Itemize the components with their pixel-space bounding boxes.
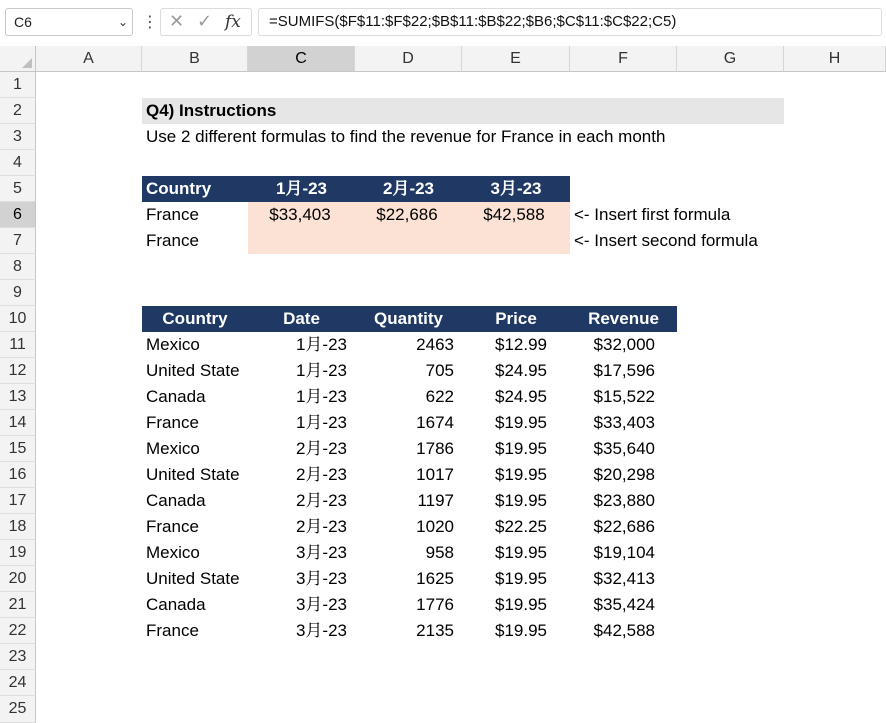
table-cell-country[interactable]: Canada (146, 387, 206, 406)
row-header[interactable]: 6 (0, 202, 36, 228)
table-cell-date[interactable]: 3月-23 (295, 621, 347, 640)
row-header[interactable]: 17 (0, 488, 36, 514)
row-header[interactable]: 2 (0, 98, 36, 124)
formula-bar (0, 0, 886, 46)
row-header[interactable]: 3 (0, 124, 36, 150)
table-cell-date[interactable]: 1月-23 (295, 361, 347, 380)
table-cell-revenue[interactable]: $32,413 (593, 569, 655, 588)
table-cell-revenue[interactable]: $42,588 (593, 621, 655, 640)
table-cell-quantity[interactable]: 1674 (416, 413, 454, 432)
table-cell-price[interactable]: $19.95 (495, 569, 547, 588)
table-cell-country[interactable]: Mexico (146, 335, 200, 354)
table-cell-price[interactable]: $19.95 (495, 413, 547, 432)
row-header[interactable]: 16 (0, 462, 36, 488)
table-header-revenue[interactable]: Revenue (588, 309, 659, 328)
column-header-h[interactable]: H (784, 46, 886, 72)
note-second-formula[interactable]: <- Insert second formula (574, 231, 758, 250)
table-cell-revenue[interactable]: $15,522 (593, 387, 655, 406)
row-header[interactable]: 1 (0, 72, 36, 98)
instructions-title[interactable]: Q4) Instructions (146, 101, 277, 120)
chevron-down-icon[interactable]: ⌄ (117, 15, 128, 29)
table-cell-price[interactable]: $12.99 (495, 335, 547, 354)
table-cell-quantity[interactable]: 705 (425, 361, 454, 380)
table-cell-revenue[interactable]: $32,000 (593, 335, 655, 354)
table-cell-revenue[interactable]: $35,424 (593, 595, 655, 614)
table-cell-date[interactable]: 1月-23 (295, 335, 347, 354)
summary-country[interactable]: France (146, 231, 199, 250)
row-header[interactable]: 9 (0, 280, 36, 306)
table-cell-revenue[interactable]: $33,403 (593, 413, 655, 432)
row-header[interactable]: 8 (0, 254, 36, 280)
cancel-icon[interactable]: ✕ (169, 11, 185, 31)
table-header-quantity[interactable]: Quantity (374, 309, 443, 328)
column-header-a[interactable]: A (36, 46, 142, 72)
instructions-text[interactable]: Use 2 different formulas to find the revenue for France in each month (146, 127, 666, 146)
table-cell-revenue[interactable]: $23,880 (593, 491, 655, 510)
table-cell-price[interactable]: $19.95 (495, 543, 547, 562)
summary-header-month[interactable]: 2月-23 (382, 179, 435, 198)
summary-header-month[interactable]: 3月-23 (490, 179, 542, 198)
table-cell-country[interactable]: United State (146, 569, 240, 588)
check-icon[interactable]: ✓ (197, 11, 213, 31)
table-cell-revenue[interactable]: $35,640 (593, 439, 655, 458)
name-box[interactable] (5, 8, 133, 36)
table-cell-quantity[interactable]: 1776 (416, 595, 454, 614)
row-header[interactable]: 21 (0, 592, 36, 618)
select-all-corner[interactable] (0, 46, 36, 72)
table-cell-country[interactable]: United State (146, 465, 240, 484)
row-header[interactable]: 23 (0, 644, 36, 670)
formula-input[interactable]: =SUMIFS($F$11:$F$22;$B$11:$B$22;$B6;$C$11:$C$22;C5) (258, 8, 882, 36)
summary-value-d6[interactable]: $22,686 (376, 205, 438, 224)
formula-buttons (160, 8, 252, 36)
table-cell-revenue[interactable]: $17,596 (593, 361, 655, 380)
table-cell-country[interactable]: Canada (146, 491, 206, 510)
more-options-icon[interactable]: ⋮ (142, 14, 158, 31)
table-cell-price[interactable]: $19.95 (495, 621, 547, 640)
column-header-c[interactable]: C (248, 46, 355, 72)
table-cell-revenue[interactable]: $22,686 (593, 517, 655, 536)
table-cell-country[interactable]: Canada (146, 595, 206, 614)
table-cell-price[interactable]: $24.95 (495, 387, 547, 406)
table-header-price[interactable]: Price (495, 309, 537, 328)
table-cell-price[interactable]: $24.95 (495, 361, 547, 380)
table-cell-quantity[interactable]: 1017 (416, 465, 454, 484)
table-cell-date[interactable]: 2月-23 (295, 439, 347, 458)
table-cell-quantity[interactable]: 1197 (417, 491, 454, 510)
row-header[interactable]: 5 (0, 176, 36, 202)
column-header-b[interactable]: B (142, 46, 248, 72)
summary-country[interactable]: France (146, 205, 199, 224)
table-header-country[interactable]: Country (162, 309, 228, 328)
row-header[interactable]: 20 (0, 566, 36, 592)
table-cell-price[interactable]: $19.95 (495, 465, 547, 484)
table-cell-price[interactable]: $19.95 (495, 491, 547, 510)
table-cell-country[interactable]: United State (146, 361, 240, 380)
row-header[interactable]: 14 (0, 410, 36, 436)
row-header[interactable]: 4 (0, 150, 36, 176)
summary-header-month[interactable]: 1月-23 (275, 179, 328, 198)
table-cell-country[interactable]: France (146, 517, 199, 536)
row-header[interactable]: 15 (0, 436, 36, 462)
table-cell-date[interactable]: 2月-23 (295, 491, 347, 510)
row-header[interactable]: 22 (0, 618, 36, 644)
insert-function-icon[interactable]: fx (225, 12, 241, 32)
table-cell-date[interactable]: 3月-23 (295, 595, 347, 614)
table-cell-date[interactable]: 1月-23 (295, 413, 347, 432)
table-cell-date[interactable]: 2月-23 (295, 517, 347, 536)
table-cell-quantity[interactable]: 622 (425, 387, 454, 406)
table-cell-quantity[interactable]: 1786 (416, 439, 454, 458)
table-cell-country[interactable]: Mexico (146, 439, 200, 458)
table-cell-quantity[interactable]: 1020 (416, 517, 454, 536)
table-cell-date[interactable]: 3月-23 (295, 543, 347, 562)
column-header-d[interactable]: D (355, 46, 462, 72)
row-header[interactable]: 19 (0, 540, 36, 566)
row-header[interactable]: 11 (0, 332, 36, 358)
table-header-date[interactable]: Date (283, 309, 320, 328)
row-header[interactable]: 13 (0, 384, 36, 410)
row-header[interactable]: 24 (0, 670, 36, 696)
table-cell-date[interactable]: 3月-23 (295, 569, 347, 588)
table-cell-revenue[interactable]: $20,298 (593, 465, 655, 484)
table-cell-quantity[interactable]: 1625 (416, 569, 454, 588)
summary-value-e6[interactable]: $42,588 (483, 205, 545, 224)
name-box-value: C6 (14, 14, 32, 30)
summary-header-country[interactable]: Country (146, 179, 212, 198)
table-cell-country[interactable]: Mexico (146, 543, 200, 562)
row-header[interactable]: 10 (0, 306, 36, 332)
table-cell-price[interactable]: $19.95 (495, 595, 547, 614)
note-first-formula[interactable]: <- Insert first formula (574, 205, 731, 224)
table-cell-date[interactable]: 2月-23 (295, 465, 347, 484)
row-header[interactable]: 12 (0, 358, 36, 384)
row-header[interactable]: 18 (0, 514, 36, 540)
column-header-f[interactable]: F (570, 46, 677, 72)
row-header[interactable]: 25 (0, 696, 36, 723)
table-cell-revenue[interactable]: $19,104 (593, 543, 655, 562)
column-header-g[interactable]: G (677, 46, 784, 72)
table-cell-price[interactable]: $22.25 (495, 517, 547, 536)
table-cell-date[interactable]: 1月-23 (295, 387, 347, 406)
column-header-e[interactable]: E (462, 46, 570, 72)
table-cell-quantity[interactable]: 958 (425, 543, 454, 562)
table-cell-quantity[interactable]: 2135 (416, 621, 454, 640)
table-cell-quantity[interactable]: 2463 (416, 335, 454, 354)
summary-value-c6[interactable]: $33,403 (269, 205, 331, 224)
table-cell-country[interactable]: France (146, 621, 199, 640)
table-cell-price[interactable]: $19.95 (495, 439, 547, 458)
table-cell-country[interactable]: France (146, 413, 199, 432)
row-header[interactable]: 7 (0, 228, 36, 254)
